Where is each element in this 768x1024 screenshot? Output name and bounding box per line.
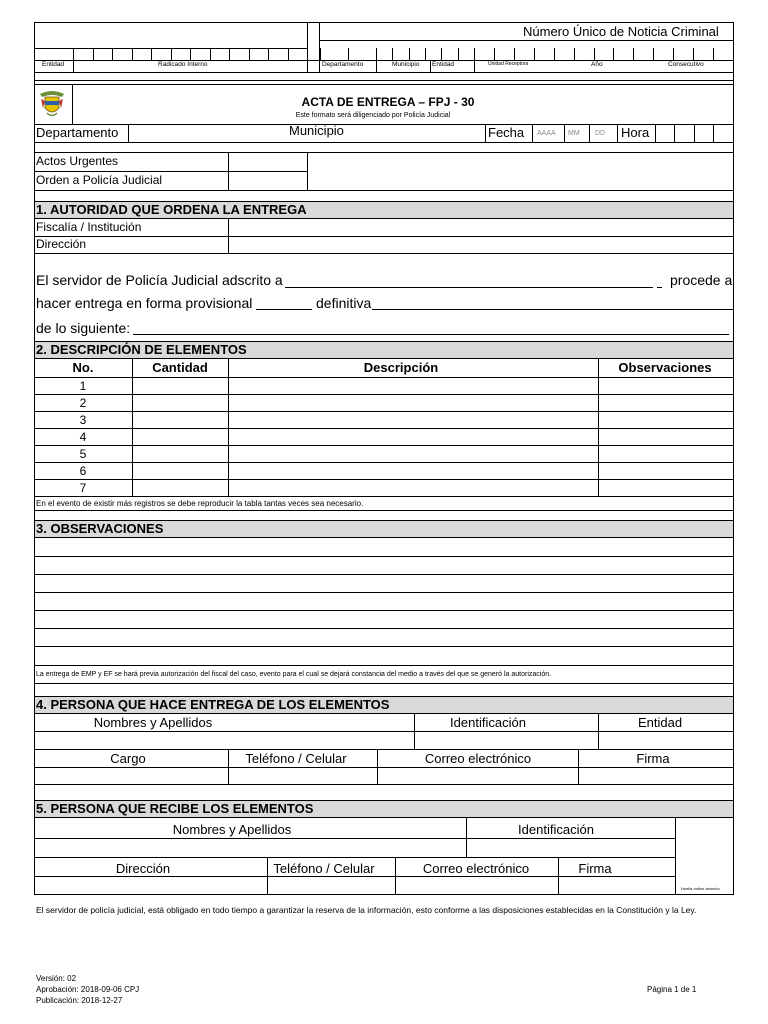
s4-nombres: Nombres y Apellidos [93,715,213,730]
s5-correo: Correo electrónico [422,861,530,876]
s5-nombres: Nombres y Apellidos [172,822,292,837]
table-row: 3 [79,413,87,427]
table-row: 5 [79,447,87,461]
header-tick [229,48,230,60]
s4-telefono: Teléfono / Celular [245,751,347,766]
para-line2b: definitiva [316,295,372,311]
form-title: ACTA DE ENTREGA – FPJ - 30 [301,95,475,109]
header-tick [249,48,250,60]
para-line2a: hacer entrega en forma provisional [36,295,253,311]
col-no: No. [72,360,94,375]
header-divider [376,60,377,72]
s4-identificacion: Identificación [450,715,526,730]
header-tick [210,48,211,60]
header-tick [288,48,289,60]
s5-direccion: Dirección [115,861,171,876]
s5-huella: Huella índice derecho [681,886,720,891]
label-unidad: Unidad Receptora [488,61,529,67]
s4-cargo: Cargo [110,751,146,766]
para-line1b: procede a [670,272,733,288]
header-tick [151,48,152,60]
section5-title: 5. PERSONA QUE RECIBE LOS ELEMENTOS [36,801,314,816]
label-hora: Hora [621,125,650,140]
header-tick [132,48,133,60]
form-subtitle: Este formato será diligenciado por Policía Judicial [295,112,451,119]
para-line3: de lo siguiente: [36,320,131,336]
legal-text: El servidor de policía judicial, está obligado en todo tiempo a garantizar la reserva de la información, esto conforme a las disposiciones establecidas en la Constitución y la Ley. [36,905,697,915]
header-tick [494,48,495,60]
label-departamento: Departamento [322,61,364,68]
footer-aprobacion: Aprobación: 2018-09-06 CPJ [36,985,140,994]
section1-title: 1. AUTORIDAD QUE ORDENA LA ENTREGA [36,202,307,217]
header-tick [441,48,442,60]
label-actos-urgentes: Actos Urgentes [36,154,119,168]
label-departamento-row: Departamento [36,125,119,140]
table-row: 2 [79,396,87,410]
label-fecha: Fecha [488,125,525,140]
footer-version: Versión: 02 [36,974,77,983]
label-direccion: Dirección [36,237,87,251]
section2-title: 2. DESCRIPCIÓN DE ELEMENTOS [36,342,247,357]
header-tick [425,48,426,60]
s4-entidad: Entidad [637,715,683,730]
label-dd: DD [595,130,606,137]
header-tick [673,48,674,60]
section3-title: 3. OBSERVACIONES [36,521,164,536]
table-row: 4 [79,430,87,444]
header-tick [171,48,172,60]
header-tick [594,48,595,60]
label-municipio-row: Municipio [289,123,344,138]
header-tick [348,48,349,60]
header-tick [613,48,614,60]
header-tick [534,48,535,60]
label-orden-policia: Orden a Policía Judicial [36,173,163,187]
header-tick [268,48,269,60]
header-tick [574,48,575,60]
table-row: 6 [79,464,87,478]
s5-firma: Firma [578,861,612,876]
label-mm: MM [568,130,580,137]
header-tick [733,48,734,60]
header-tick [392,48,393,60]
label-municipio: Municipio [392,61,420,68]
s5-identificacion: Identificación [518,822,594,837]
table-row: 7 [79,481,87,495]
header-divider [73,60,74,72]
header-tick [73,48,74,60]
header-tick [112,48,113,60]
header-tick [307,48,308,60]
header-tick [93,48,94,60]
nunc-title: Número Único de Noticia Criminal [523,24,719,39]
col-observaciones: Observaciones [618,360,712,375]
footer-pagina: Página 1 de 1 [647,985,697,994]
para-line1a: El servidor de Policía Judicial adscrito a [36,272,283,288]
label-entidad2: Entidad [432,61,455,68]
s4-correo: Correo electrónico [424,751,532,766]
table-row: 1 [79,379,87,393]
header-tick [713,48,714,60]
col-descripcion: Descripción [363,360,439,375]
col-cantidad: Cantidad [152,360,208,375]
header-tick [514,48,515,60]
section2-note: En el evento de existir más registros se debe reproducir la tabla tantas veces sea necesario. [36,499,364,508]
header-tick [409,48,410,60]
label-aaaa: AAAA [537,130,556,137]
footer-publicacion: Publicación: 2018-12-27 [36,996,123,1005]
header-tick [474,48,475,60]
coat-of-arms-icon [37,88,67,120]
s4-firma: Firma [636,751,670,766]
header-tick [633,48,634,60]
label-consecutivo: Consecutivo [668,61,704,68]
section3-note: La entrega de EMP y EF se hará previa autorización del fiscal del caso, evento para el cual se dejará constancia del medio a través del que se generó la autorización. [36,671,552,678]
header-tick [554,48,555,60]
header-tick [320,48,321,60]
section4-title: 4. PERSONA QUE HACE ENTREGA DE LOS ELEMENTOS [36,697,390,712]
label-radicado: Radicado Interno [158,61,208,68]
header-tick [190,48,191,60]
header-tick [653,48,654,60]
header-divider [474,60,475,72]
header-tick [693,48,694,60]
header-tick [376,48,377,60]
header-tick [458,48,459,60]
header-divider [430,60,431,72]
s5-telefono: Teléfono / Celular [273,861,375,876]
label-anio: Año [591,61,603,68]
label-fiscalia: Fiscalía / Institución [36,220,142,234]
label-entidad: Entidad [42,61,65,68]
